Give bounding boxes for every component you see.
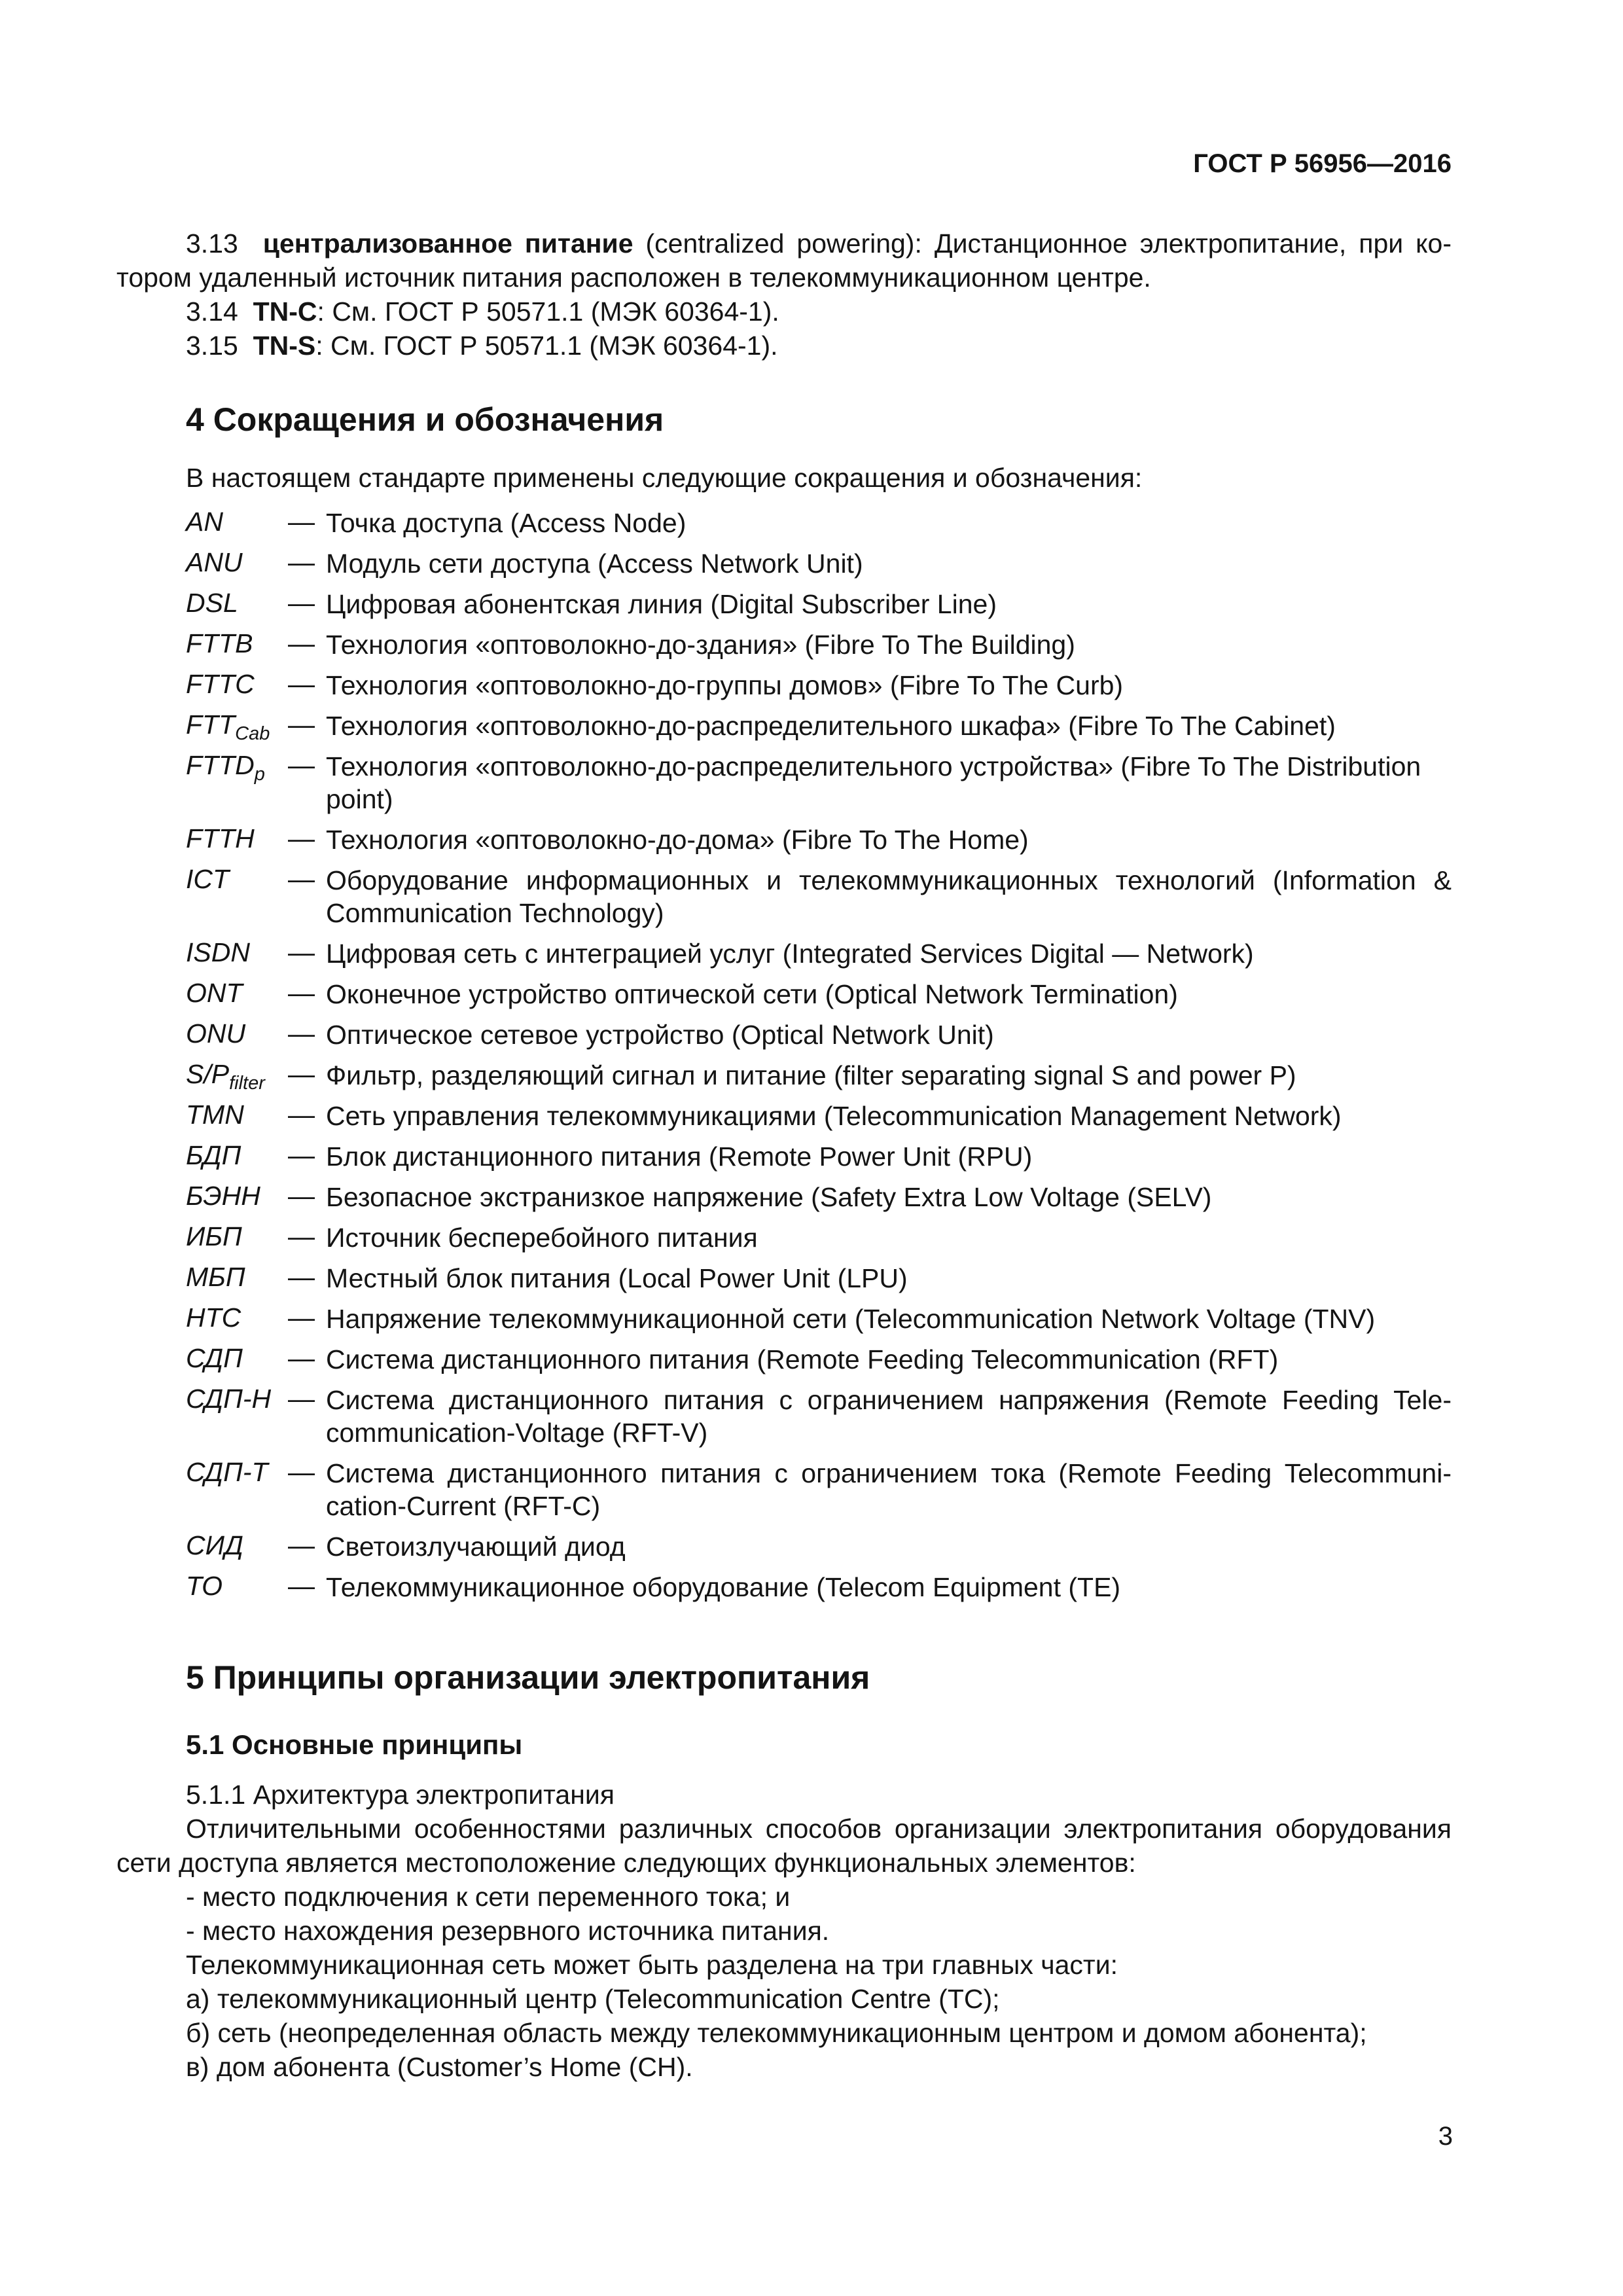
list-item: а) телекоммуникационный центр (Telecommunication Centre (TC); [186,1984,1000,2014]
abbr-definition: Технология «оптоволокно-до-распределительного шкафа» (Fibre To The Cabinet) [326,711,1336,741]
abbr-definition: Оптическое сетевое устройство (Optical Network Unit) [326,1020,994,1050]
document-header: ГОСТ Р 56956—2016 [1193,149,1452,178]
abbr-subscript: Cab [235,723,270,744]
abbr-dash: — [288,1100,315,1130]
abbr-definition: Блок дистанционного питания (Remote Power Unit (RPU) [326,1141,1033,1172]
abbr-definition: Точка доступа (Access Node) [326,508,687,538]
clause-5-1-1: 5.1.1 Архитектура электропитания [186,1780,615,1810]
abbr-dash: — [288,1384,315,1414]
abbr-definition: Модуль сети доступа (Access Network Unit) [326,548,863,579]
abbr-dash: — [288,1530,315,1560]
abbr-dash: — [288,1571,315,1601]
abbr-subscript: p [254,764,265,785]
abbr-term: ICT [186,864,230,894]
abbr-term: DSL [186,588,238,618]
abbr-term: FTTC [186,669,255,699]
abbr-dash: — [288,1181,315,1211]
term-name: TN-S [253,331,316,361]
term-definition: (centralized powering): Дистанционное электропитание, при ко- [633,228,1452,259]
abbr-term: БДП [186,1140,241,1170]
term-3-14 [186,295,779,329]
abbr-dash: — [288,937,315,967]
term-3-15 [186,329,778,363]
abbr-definition: Оконечное устройство оптической сети (Optical Network Termination) [326,979,1178,1009]
abbr-dash: — [288,1221,315,1251]
list-item: б) сеть (неопределенная область между телекоммуникационным центром и домом абонента); [186,2018,1367,2048]
term-number: 3.13 [186,228,238,259]
term-name: TN-C [253,296,317,327]
section-5-1-title: 5.1 Основные принципы [186,1729,523,1760]
abbr-definition: Система дистанционного питания (Remote Feeding Telecommunication (RFT) [326,1344,1279,1374]
abbr-definition: Технология «оптоволокно-до-распределительного устройства» (Fibre To The Distribution point) [326,751,1421,814]
abbr-term: МБП [186,1262,245,1292]
abbr-definition: Система дистанционного питания с ограничением тока (Remote Feeding Telecommuni-cation-Current (RFT-C) [326,1458,1452,1521]
term-number: 3.14 [186,296,238,327]
abbr-term: FTTB [186,628,253,658]
term-3-13-line2: тором удаленный источник питания расположен в телекоммуникационном центре. [116,262,1151,293]
abbr-dash: — [288,1457,315,1487]
abbr-dash: — [288,669,315,699]
abbr-definition: Источник бесперебойного питания [326,1223,758,1253]
abbr-dash: — [288,547,315,577]
abbr-dash: — [288,864,315,894]
abbr-definition: Цифровая абонентская линия (Digital Subscriber Line) [326,589,997,619]
term-definition: : См. ГОСТ Р 50571.1 (МЭК 60364-1). [317,296,779,327]
abbr-definition: Фильтр, разделяющий сигнал и питание (filter separating signal S and power P) [326,1060,1296,1090]
abbr-definition: Технология «оптоволокно-до-группы домов» (Fibre To The Curb) [326,670,1124,700]
abbr-dash: — [288,507,315,537]
abbr-term: $FTTD_p$ [186,750,265,785]
section-4-title: 4 Сокращения и обозначения [186,401,664,438]
abbr-term: AN [186,507,223,537]
abbr-term: $FTT_{Cab}$ [186,709,270,744]
abbr-dash: — [288,1140,315,1170]
abbr-definition: Цифровая сеть с интеграцией услуг (Integrated Services Digital — Network) [326,939,1254,969]
abbr-definition: Сеть управления телекоммуникациями (Telecommunication Management Network) [326,1101,1342,1131]
abbr-dash: — [288,1343,315,1373]
paragraph-line: Телекоммуникационная сеть может быть разделена на три главных части: [186,1950,1118,1980]
abbr-definition: Система дистанционного питания с ограничением напряжения (Remote Feeding Tele-communication-Voltage (RFT-V) [326,1385,1452,1448]
paragraph-line: сети доступа является местоположение следующих функциональных элементов: [116,1848,1136,1878]
abbr-dash: — [288,1302,315,1333]
abbr-term: СДП-Т [186,1457,268,1487]
abbr-definition: Светоизлучающий диод [326,1532,626,1562]
abbr-dash: — [288,709,315,740]
abbr-dash: — [288,978,315,1008]
abbr-term: $S/P_{filter}$ [186,1059,265,1094]
abbr-dash: — [288,1059,315,1089]
abbr-definition: Технология «оптоволокно-до-здания» (Fibre To The Building) [326,630,1075,660]
abbr-term: ISDN [186,937,250,967]
abbr-dash: — [288,1262,315,1292]
abbr-definition: Напряжение телекоммуникационной сети (Telecommunication Network Voltage (TNV) [326,1304,1376,1334]
abbr-definition: Местный блок питания (Local Power Unit (LPU) [326,1263,908,1293]
abbr-dash: — [288,588,315,618]
term-name: централизованное питание [262,228,633,259]
term-number: 3.15 [186,331,238,361]
abbr-term: ТО [186,1571,223,1601]
abbr-subscript: filter [229,1073,265,1094]
abbr-term: СИД [186,1530,243,1560]
abbr-term: НТС [186,1302,241,1333]
abbr-dash: — [288,628,315,658]
bullet-item: - место подключения к сети переменного тока; и [186,1882,791,1912]
abbr-definition: Технология «оптоволокно-до-дома» (Fibre To The Home) [326,825,1029,855]
abbr-term: ANU [186,547,243,577]
abbr-term: TMN [186,1100,244,1130]
section-4-intro: В настоящем стандарте применены следующие сокращения и обозначения: [186,463,1143,493]
abbr-dash: — [288,823,315,853]
abbr-definition: Телекоммуникационное оборудование (Telecom Equipment (TE) [326,1572,1121,1602]
abbr-dash: — [288,750,315,780]
abbr-dash: — [288,1018,315,1049]
list-item: в) дом абонента (Customer’s Home (CH). [186,2052,693,2082]
abbr-term: FTTH [186,823,255,853]
abbr-term: СДП [186,1343,243,1373]
abbr-term: ИБП [186,1221,242,1251]
bullet-item: - место нахождения резервного источника питания. [186,1916,830,1946]
abbr-definition: Оборудование информационных и телекоммуникационных технологий (Information & Communication Technology) [326,865,1452,928]
term-definition: : См. ГОСТ Р 50571.1 (МЭК 60364-1). [315,331,778,361]
abbr-term: ONU [186,1018,246,1049]
abbr-definition: Безопасное экстранизкое напряжение (Safety Extra Low Voltage (SELV) [326,1182,1212,1212]
page-number: 3 [1438,2122,1453,2151]
paragraph-line: Отличительными особенностями различных способов организации электропитания оборудования [186,1814,1452,1844]
abbr-term: БЭНН [186,1181,260,1211]
abbr-term: СДП-Н [186,1384,272,1414]
section-5-title: 5 Принципы организации электропитания [186,1659,870,1696]
abbr-term: ONT [186,978,243,1008]
term-3-13-line1 [186,226,1452,260]
